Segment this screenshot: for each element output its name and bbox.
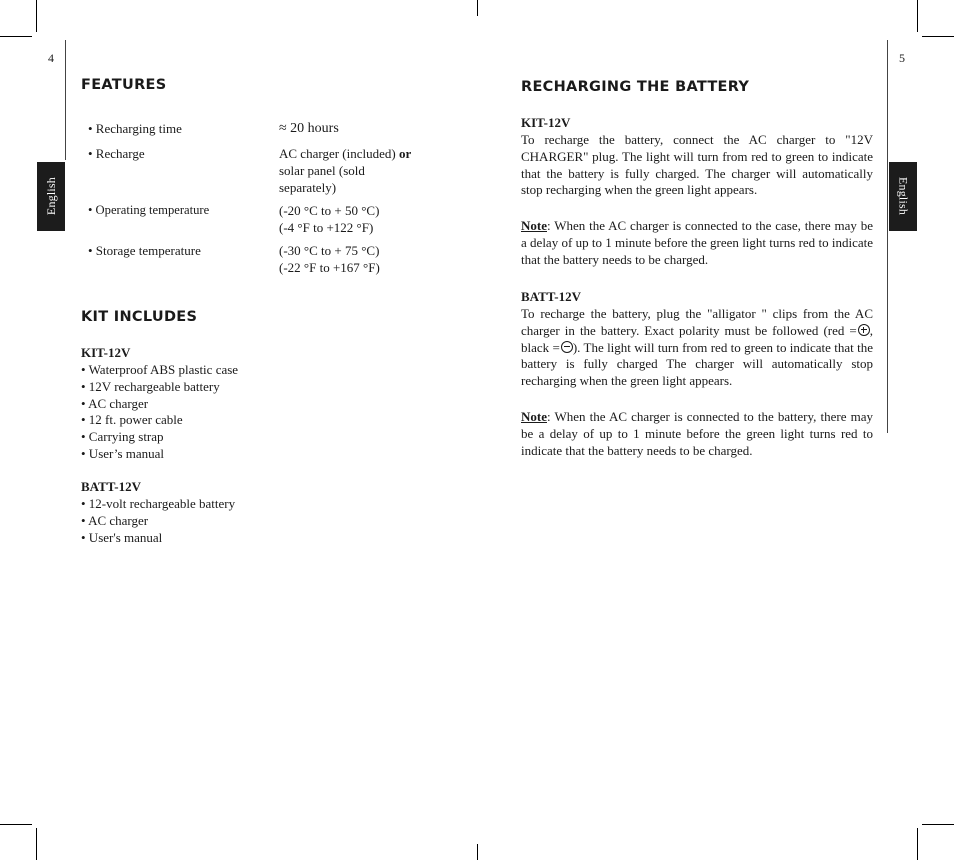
crop-mark — [477, 844, 478, 860]
feature-value-line: (-4 °F to +122 °F) — [279, 220, 374, 235]
list-item: • AC charger — [81, 512, 149, 528]
note-paragraph-2 — [521, 409, 873, 459]
recharging-heading: RECHARGING THE BATTERY — [521, 79, 750, 95]
feature-value-line: solar panel (sold — [279, 163, 365, 178]
list-item: • 12-volt rechargeable battery — [81, 496, 236, 511]
language-tab-left — [37, 162, 65, 231]
crop-mark — [922, 824, 954, 825]
page-number-right: 5 — [899, 51, 905, 65]
crop-mark — [922, 36, 954, 37]
kit-includes-heading: KIT INCLUDES — [81, 309, 198, 325]
features-heading: FEATURES — [81, 77, 167, 93]
kit12v-subheading: KIT-12V — [81, 345, 131, 360]
feature-value-line: (-22 °F to +167 °F) — [279, 260, 380, 275]
paragraph-text: To recharge the battery, plug the "alligator " clips from the AC charger in the battery. Exact polarity must be followed (red = — [521, 306, 873, 338]
crop-mark — [917, 0, 918, 32]
feature-label: • Recharging time — [88, 121, 182, 136]
recharging-batt12v-subheading: BATT-12V — [521, 289, 581, 304]
note-label: Note — [521, 218, 547, 233]
language-tab-label: English — [896, 177, 911, 216]
feature-value-bold: or — [398, 146, 412, 161]
feature-value-line: (-20 °C to + 50 °C) — [279, 203, 380, 218]
negative-polarity-icon — [561, 341, 573, 353]
list-item: • 12 ft. power cable — [81, 412, 183, 428]
recharging-kit12v-paragraph: To recharge the battery, connect the AC charger to "12V CHARGER" plug. The light will turn from red to green to indicate that the battery is fully charged. The charger will automatically stop recharging when the green light appears. — [521, 132, 873, 198]
page-number-left: 4 — [48, 51, 54, 65]
positive-polarity-icon — [858, 324, 870, 336]
recharging-batt12v-paragraph — [521, 306, 873, 390]
language-tab-right — [889, 162, 917, 231]
note-text: : When the AC charger is connected to the case, there may be a delay of up to 1 minute before the green light turns red to indicate that the battery needs to be charged. — [521, 218, 873, 267]
feature-value-line: AC charger (included) — [279, 146, 399, 161]
list-item: • Waterproof ABS plastic case — [81, 362, 239, 377]
list-item: • 12V rechargeable battery — [81, 378, 220, 394]
feature-value — [279, 202, 379, 236]
feature-value: ≈ 20 hours — [279, 121, 339, 136]
crop-mark — [0, 36, 32, 37]
list-item: • AC charger — [81, 395, 149, 411]
list-item: • User's manual — [81, 529, 163, 545]
page-edge-line — [887, 40, 888, 433]
recharging-kit12v-subheading: KIT-12V — [521, 115, 571, 130]
feature-label: • Operating temperature — [88, 203, 210, 217]
language-tab-label: English — [43, 177, 58, 216]
crop-mark — [36, 0, 37, 32]
list-item: • User’s manual — [81, 445, 165, 461]
note-text: : When the AC charger is connected to the battery, there may be a delay of up to 1 minute before the green light turns red to indicate that the battery needs to be charged. — [521, 409, 873, 458]
feature-label: • Storage temperature — [88, 243, 201, 258]
feature-value-line: separately) — [279, 180, 337, 195]
crop-mark — [477, 0, 478, 16]
list-item: • Carrying strap — [81, 429, 164, 445]
feature-value — [279, 145, 411, 196]
note-label: Note — [521, 409, 547, 424]
feature-value — [279, 242, 380, 276]
feature-label: • Recharge — [88, 146, 145, 161]
paragraph-text: ). The light will turn from red to green to indicate that the battery is fully charged The charger will automatically stop recharging when the green light appears. — [521, 339, 873, 389]
feature-value-line: (-30 °C to + 75 °C) — [279, 243, 380, 258]
batt12v-item-list — [81, 496, 235, 546]
page-edge-line — [65, 40, 66, 160]
crop-mark — [36, 828, 37, 860]
paragraph-text: , black = — [521, 322, 873, 355]
crop-mark — [917, 828, 918, 860]
crop-mark — [0, 824, 32, 825]
note-paragraph-1 — [521, 218, 873, 268]
kit12v-item-list — [81, 362, 238, 463]
batt12v-subheading: BATT-12V — [81, 479, 141, 494]
